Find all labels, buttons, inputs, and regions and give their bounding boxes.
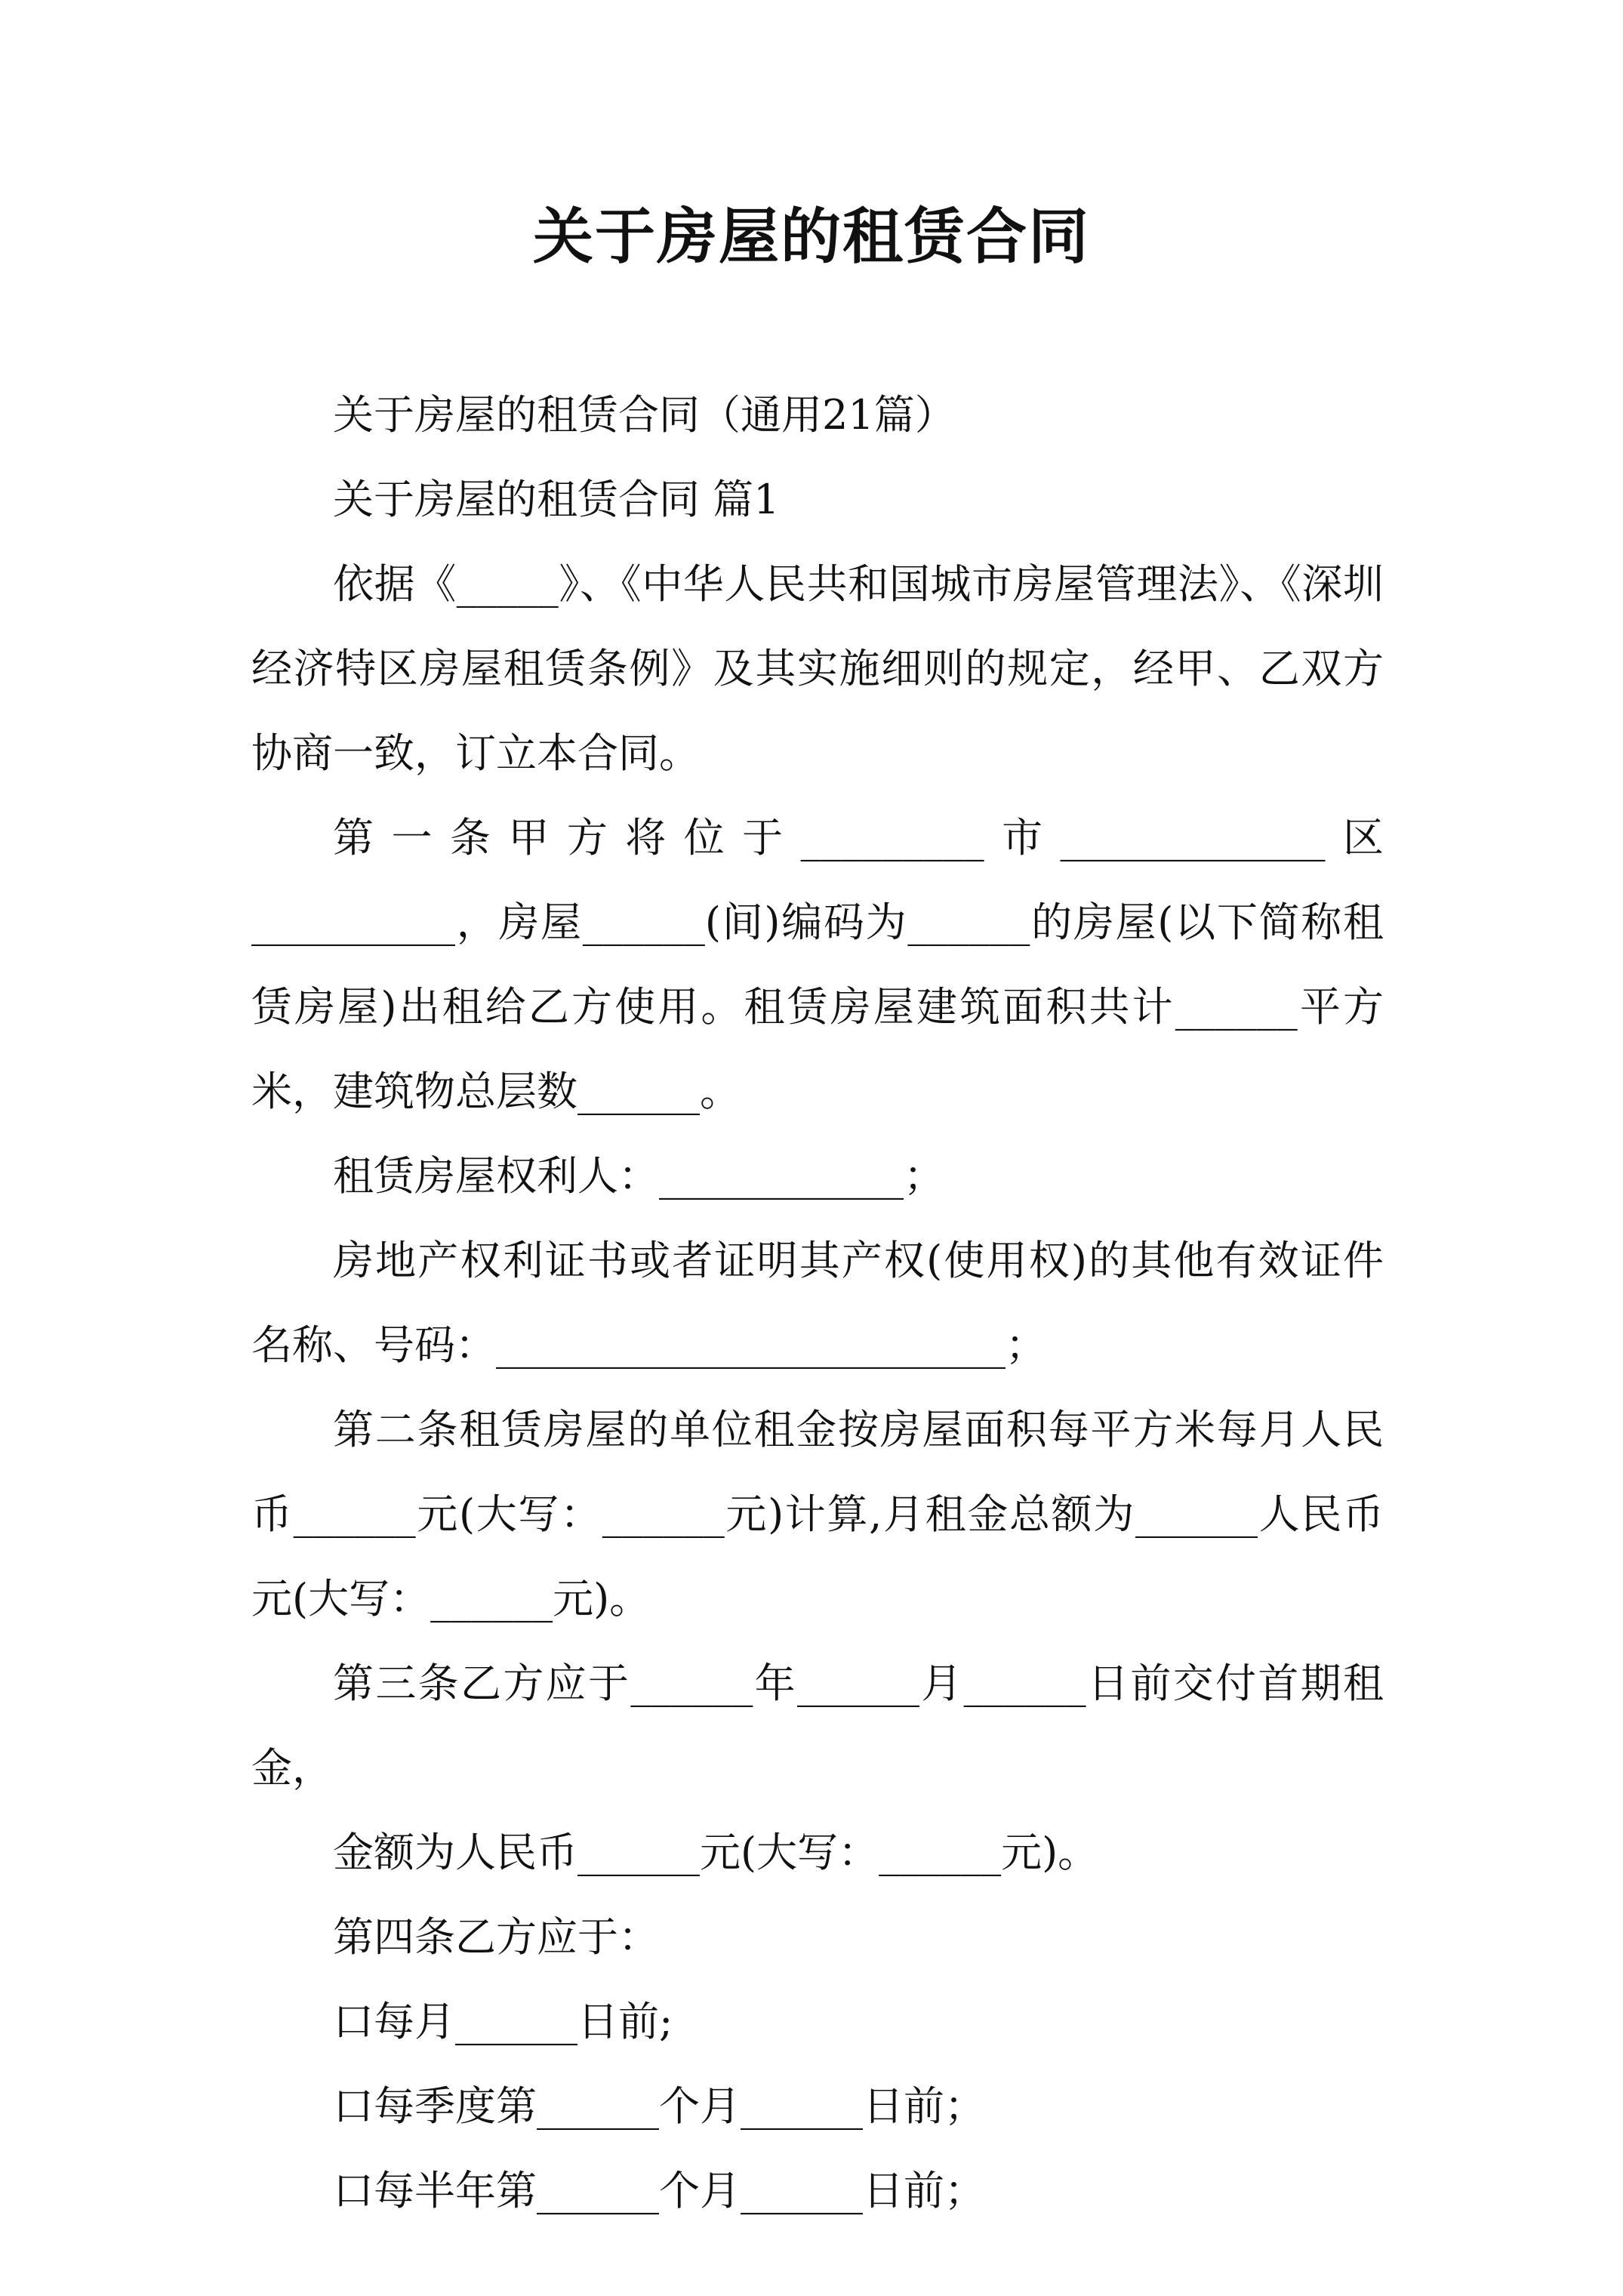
paragraph: 口每月______日前;	[333, 1998, 673, 2045]
paragraph: 金额为人民币______元(大写：______元)。	[333, 1829, 1099, 1876]
paragraph: 口每半年第______个月______日前；	[333, 2167, 985, 2214]
paragraph: 口每季度第______个月______日前；	[333, 2082, 985, 2130]
paragraph: 第一条甲方将位于_________市_____________区__________，房屋______(间)编码为______的房屋(以下简称租赁房屋)出租给乙方使用。租赁房屋建筑面积共计______平方米，建筑物总层数______。	[251, 814, 1384, 1115]
document-title: 关于房屋的租赁合同	[533, 201, 1090, 272]
paragraph: 第二条租赁房屋的单位租金按房屋面积每平方米每月人民币______元(大写：______元)计算,月租金总额为______人民币元(大写：______元)。	[251, 1406, 1384, 1623]
document-body	[251, 373, 1384, 2233]
paragraph: 租赁房屋权利人：____________；	[333, 1152, 944, 1200]
paragraph: 第三条乙方应于______年______月______日前交付首期租金，	[251, 1660, 1384, 1792]
paragraph: 房地产权利证书或者证明其产权(使用权)的其他有效证件名称、号码：_________________________；	[251, 1237, 1384, 1369]
paragraph: 关于房屋的租赁合同（通用21篇）	[333, 391, 956, 439]
paragraph: 关于房屋的租赁合同 篇1	[333, 476, 780, 523]
paragraph: 依据《_____》、《中华人民共和国城市房屋管理法》、《深圳经济特区房屋租赁条例》及其实施细则的规定，经甲、乙双方协商一致，订立本合同。	[251, 560, 1384, 777]
paragraph: 第四条乙方应于：	[333, 1913, 659, 1961]
